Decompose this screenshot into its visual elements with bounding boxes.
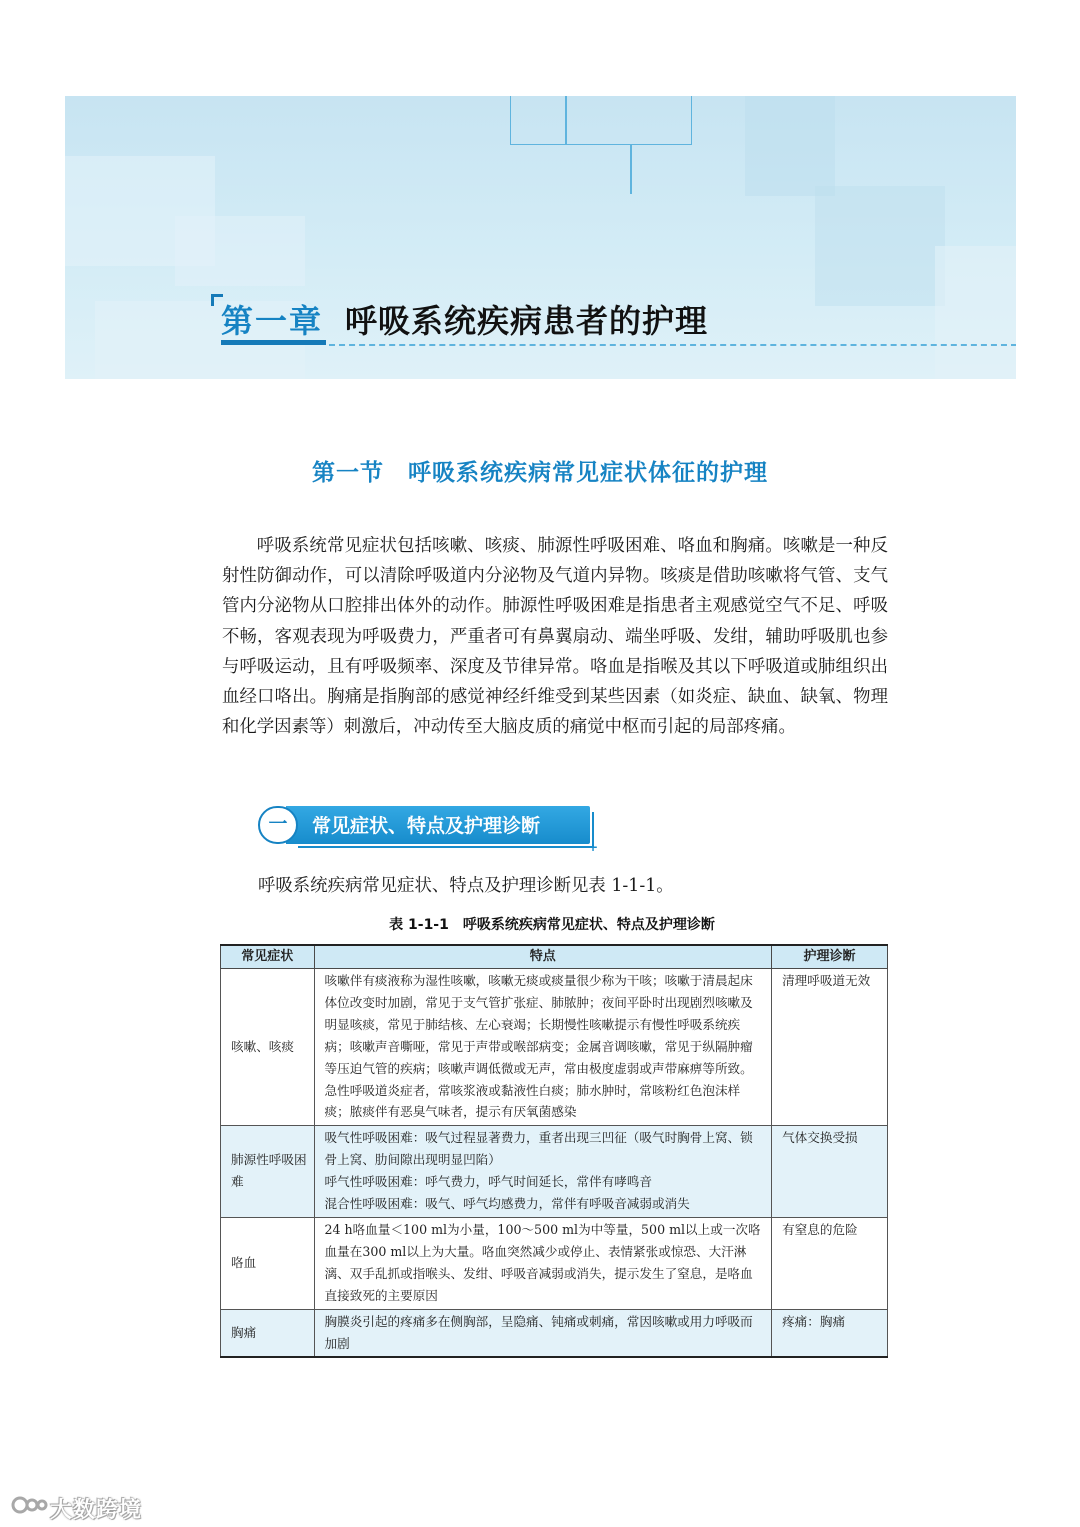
feature-text: 咳嗽伴有痰液称为湿性咳嗽，咳嗽无痰或痰量很少称为干咳；咳嗽于清晨起床体位改变时加剧，常见于支气管扩张症、肺脓肿；夜间平卧时出现剧烈咳嗽及明显咳痰，常见于肺结核、左心衰竭；长期慢性咳嗽提示有慢性呼吸系统疾病；咳嗽声音嘶哑，常见于声带或喉部病变；金属音调咳嗽，常见于纵隔肿瘤等压迫气管的疾病；咳嗽声调低微或无声，常由极度虚弱或声带麻痹等所致。急性呼吸道炎症者，常咳浆液或黏液性白痰；肺水肿时，常咳粉红色泡沫样痰；脓痰伴有恶臭气味者，提示有厌氧菌感染: [324, 973, 753, 1120]
feature-text: 混合性呼吸困难：吸气、呼气均感费力，常伴有呼吸音减弱或消失: [324, 1196, 690, 1212]
table-caption: 表 1-1-1 呼吸系统疾病常见症状、特点及护理诊断: [389, 917, 715, 933]
symptom-cell: 咯血: [221, 1217, 315, 1309]
table-header-cell: 护理诊断: [772, 945, 888, 969]
subheading-number: 一: [258, 806, 298, 844]
table-row: [221, 1217, 888, 1309]
banner-decor-block: [175, 216, 305, 286]
banner-decor-line: [565, 96, 567, 144]
table-header-cell: 常见症状: [221, 945, 315, 969]
table-header-row: [221, 945, 888, 969]
symptom-cell: 咳嗽、咳痰: [221, 969, 315, 1126]
banner-decor-line: [630, 144, 632, 194]
banner-decor-block: [935, 246, 1016, 379]
feature-text: 胸膜炎引起的疼痛多在侧胸部，呈隐痛、钝痛或刺痛，常因咳嗽或用力呼吸而加剧: [324, 1313, 753, 1351]
chapter-label: 第一章: [221, 302, 324, 340]
feature-text: 呼气性呼吸困难：呼气费力，呼气时间延长，常伴有哮鸣音: [324, 1174, 652, 1190]
subheading-text: 常见症状、特点及护理诊断: [312, 815, 541, 837]
features-cell: [314, 1126, 772, 1218]
subheading: [258, 804, 599, 854]
table-row: [221, 969, 888, 1126]
diagnosis-cell: 有窒息的危险: [772, 1217, 888, 1309]
diagnosis-cell: 气体交换受损: [772, 1126, 888, 1218]
features-cell: [314, 1217, 772, 1309]
watermark-text: 大数跨境: [50, 1498, 143, 1523]
feature-text: 吸气性呼吸困难：吸气过程显著费力，重者出现三凹征（吸气时胸骨上窝、锁骨上窝、肋间隙出现明显凹陷）: [324, 1130, 753, 1168]
chapter-title: 呼吸系统疾病患者的护理: [345, 302, 709, 340]
banner-decor-line: [510, 96, 692, 145]
table-reference-line: 呼吸系统疾病常见症状、特点及护理诊断见表 1-1-1。: [258, 876, 674, 896]
banner-decor-block: [815, 186, 945, 306]
chapter-dashed-rule: [329, 344, 1016, 346]
diagnosis-cell: 清理呼吸道无效: [772, 969, 888, 1126]
symptom-cell: 肺源性呼吸困难: [221, 1126, 315, 1218]
subheading-edge: [298, 846, 594, 848]
table-header-cell: 特点: [314, 945, 772, 969]
logo-icon: [8, 1492, 52, 1518]
feature-text: 24 h咯血量＜100 ml为小量，100～500 ml为中等量，500 ml以上或一次咯血量在300 ml以上为大量。咯血突然减少或停止、表情紧张或惊恐、大汗淋漓、双手乱抓或指喉头、发绀、呼吸音减弱或消失，提示发生了窒息，是咯血直接致死的主要原因: [324, 1221, 761, 1303]
symptom-cell: 胸痛: [221, 1309, 315, 1357]
table-row: [221, 1126, 888, 1218]
features-cell: [314, 969, 772, 1126]
banner-decor-block: [745, 96, 835, 196]
section-title: 第一节 呼吸系统疾病常见症状体征的护理: [312, 460, 768, 486]
symptoms-table: [220, 944, 888, 1358]
diagnosis-cell: 疼痛：胸痛: [772, 1309, 888, 1357]
features-cell: [314, 1309, 772, 1357]
chapter-banner: [65, 96, 1016, 379]
table-row: [221, 1309, 888, 1357]
intro-paragraph: 呼吸系统常见症状包括咳嗽、咳痰、肺源性呼吸困难、咯血和胸痛。咳嗽是一种反射性防御动作，可以清除呼吸道内分泌物及气道内异物。咳痰是借助咳嗽将气管、支气管内分泌物从口腔排出体外的动作。肺源性呼吸困难是指患者主观感觉空气不足、呼吸不畅，客观表现为呼吸费力，严重者可有鼻翼扇动、端坐呼吸、发绀，辅助呼吸肌也参与呼吸运动，且有呼吸频率、深度及节律异常。咯血是指喉及其以下呼吸道或肺组织出血经口咯出。胸痛是指胸部的感觉神经纤维受到某些因素（如炎症、缺血、缺氧、物理和化学因素等）刺激后，冲动传至大脑皮质的痛觉中枢而引起的局部疼痛。: [222, 536, 888, 738]
plus-icon: +: [588, 840, 599, 854]
chapter-underline: [221, 340, 326, 345]
